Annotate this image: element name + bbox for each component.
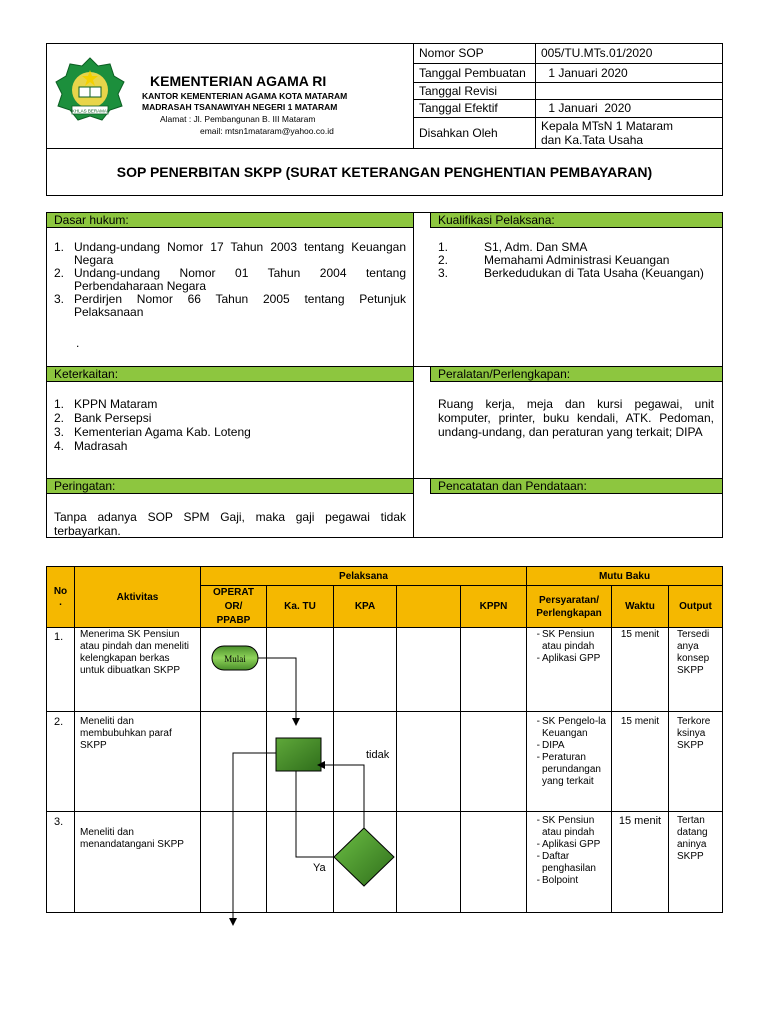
meta-label-disahkan: Disahkan Oleh [419,126,498,140]
list-item: 1. S1, Adm. Dan SMA [438,240,588,254]
peralatan-text: Ruang kerja, meja dan kursi pegawai, unit komputer, printer, buku kendali, ATK. Pedoman, undang-undang, dan peraturan yang terkait; DIPA [438,397,714,439]
meta-label-revisi: Tanggal Revisi [419,84,498,98]
flow-start-label: Mulai [224,654,246,664]
th-kpa: KPA [333,585,397,628]
th-waktu: Waktu [611,585,669,628]
th-no: No . [46,566,75,628]
peringatan-text: Tanpa adanya SOP SPM Gaji, maka gaji pegawai tidak terbayarkan. [54,510,406,538]
email-line: email: mtsn1mataram@yahoo.co.id [200,126,334,136]
pencatatan-label: Pencatatan dan Pendataan: [438,479,587,493]
th-output: Output [668,585,723,628]
th-katu: Ka. TU [266,585,334,628]
th-pelaksana: Pelaksana [200,566,527,586]
meta-value-efektif: 1 Januari 2020 [545,101,632,115]
row1-aktivitas: Menerima SK Pensiun atau pindah dan meneliti kelengkapan berkas untuk dibuatkan SKPP [80,629,189,676]
address-line: Alamat : Jl. Pembangunan B. III Mataram [160,114,316,124]
list-item: 4. Madrasah [54,439,128,453]
flow-no-label: tidak [366,749,390,761]
flow-decision [334,828,394,886]
row1-output: Tersedi anya konsep SKPP [677,629,710,676]
flow-process [276,738,321,771]
kualifikasi-label: Kualifikasi Pelaksana: [438,213,555,227]
row2-waktu: 15 menit [620,716,660,727]
list-item: 1. Undang-undang Nomor 17 Tahun 2003 tentang Keuangan Negara [54,240,406,267]
row3-waktu: 15 menit [618,815,662,827]
row3-aktivitas: Meneliti dan menandatangani SKPP [80,827,184,850]
flow-yes-label: Ya [313,862,326,874]
row1-no: 1. [54,631,64,643]
list-item: 2. Undang-undang Nomor 01 Tahun 2004 tentang Perbendaharaan Negara [54,266,406,293]
th-persyaratan: Persyaratan/ Perlengkapan [526,585,612,628]
list-item: 3. Kementerian Agama Kab. Loteng [54,425,251,439]
row3-persyaratan: - SK Pensiun atau pindah - Aplikasi GPP - Daftar penghasilan - Bolpoint [536,815,601,886]
row2-output: Terkore ksinya SKPP [677,716,711,751]
dasar-hukum-trailing: . [76,336,80,350]
meta-value-disahkan: Kepala MTsN 1 Mataram dan Ka.Tata Usaha [541,119,674,147]
logo-caption: IKHLAS BERAMAL [70,108,110,114]
th-aktivitas: Aktivitas [74,566,201,628]
row1-waktu: 15 menit [620,629,660,640]
office-line: KANTOR KEMENTERIAN AGAMA KOTA MATARAM [142,91,348,101]
list-item: 2. Memahami Administrasi Keuangan [438,253,670,267]
peralatan-label: Peralatan/Perlengkapan: [438,367,571,381]
row3-output: Tertan datang aninya SKPP [677,815,708,862]
meta-value-nomor: 005/TU.MTs.01/2020 [541,46,653,60]
flow-connector [233,753,276,922]
page-title: SOP PENERBITAN SKPP (SURAT KETERANGAN PENGHENTIAN PEMBAYARAN) [116,164,653,180]
row2-aktivitas: Meneliti dan membubuhkan paraf SKPP [80,716,172,751]
meta-label-efektif: Tanggal Efektif [419,101,498,115]
meta-value-pembuatan: 1 Januari 2020 [545,66,628,80]
row1-persyaratan: - SK Pensiun atau pindah - Aplikasi GPP [536,629,601,664]
list-item: 3. Berkedudukan di Tata Usaha (Keuangan) [438,266,704,280]
meta-label-pembuatan: Tanggal Pembuatan [419,66,526,80]
flow-connector [258,658,296,722]
meta-label-nomor: Nomor SOP [419,46,484,60]
th-mutu-baku: Mutu Baku [526,566,723,586]
peringatan-label: Peringatan: [54,479,116,493]
flow-connector [296,771,334,857]
keterkaitan-label: Keterkaitan: [54,367,119,381]
list-item: 3. Perdirjen Nomor 66 Tahun 2005 tentang Petunjuk Pelaksanaan [54,292,406,319]
ministry-title: KEMENTERIAN AGAMA RI [150,73,327,89]
th-operator: OPERAT OR/ PPABP [200,585,267,628]
dasar-hukum-label: Dasar hukum: [54,213,129,227]
list-item: 1. KPPN Mataram [54,397,158,411]
th-kppn: KPPN [460,585,527,628]
school-line: MADRASAH TSANAWIYAH NEGERI 1 MATARAM [142,102,338,112]
row3-no: 3. [54,816,64,828]
flow-connector [321,765,364,838]
row2-persyaratan: - SK Pengelo-la Keuangan - DIPA - Peraturan perundangan yang terkait [536,716,606,787]
list-item: 2. Bank Persepsi [54,411,152,425]
row2-no: 2. [54,716,64,728]
